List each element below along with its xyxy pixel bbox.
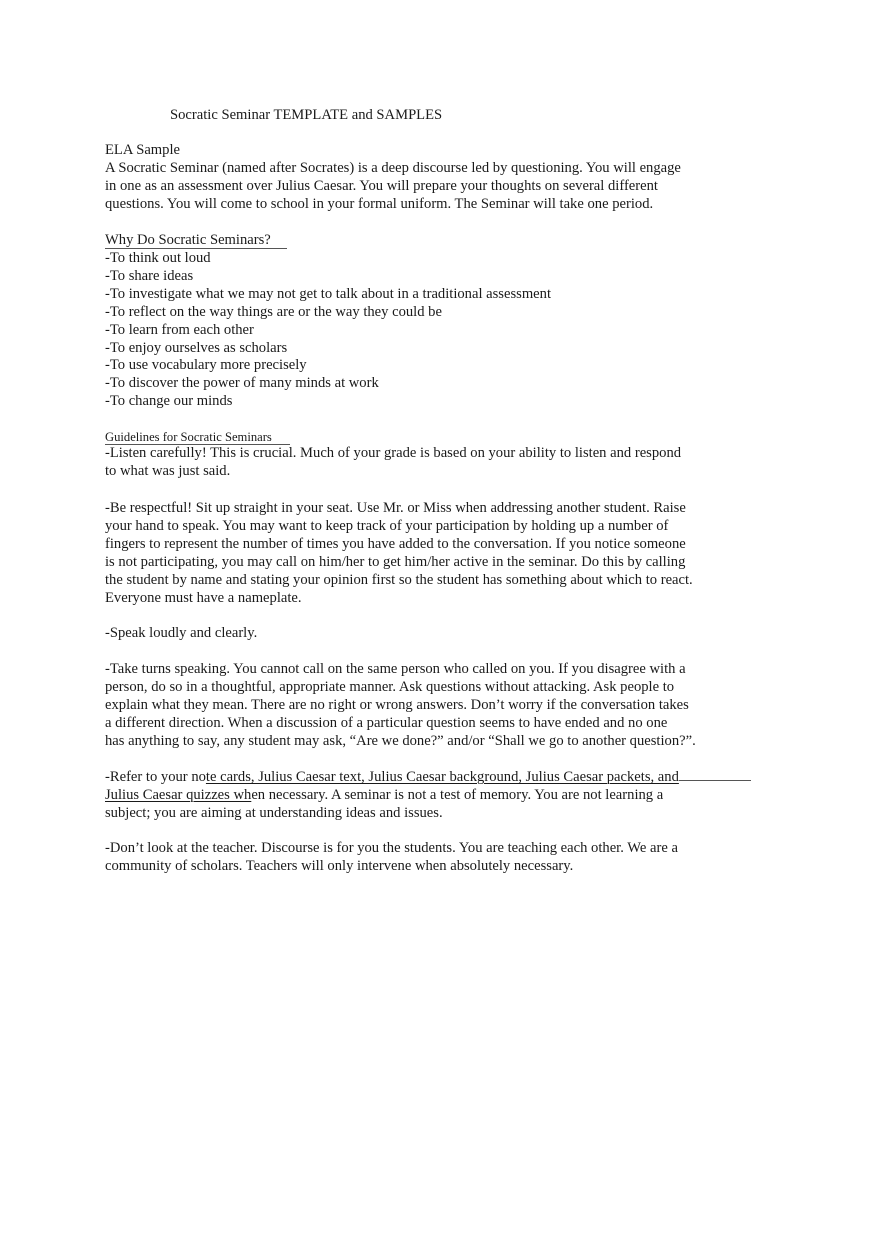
guideline-line: -Speak loudly and clearly. <box>105 625 258 641</box>
guideline-line <box>105 787 785 805</box>
refer-plain-text: en necessary. A seminar is not a test of memory. You are not learning a <box>251 786 664 803</box>
guideline-line: -Be respectful! Sit up straight in your seat. Use Mr. or Miss when addressing another student. Raise <box>105 500 686 516</box>
refer-underlined-text: Julius Caesar quizzes wh <box>105 786 252 803</box>
why-heading: Why Do Socratic Seminars? <box>105 232 287 249</box>
list-item: -To change our minds <box>105 393 233 410</box>
guideline-line: explain what they mean. There are no right or wrong answers. Don’t worry if the conversation takes <box>105 696 689 713</box>
guideline-line: -Listen carefully! This is crucial. Much of your grade is based on your ability to listen and respond <box>105 445 682 461</box>
guideline-refer <box>105 768 785 823</box>
guideline-line: is not participating, you may call on him/her to get him/her active in the seminar. Do this by calling <box>105 553 686 570</box>
list-item: -To enjoy ourselves as scholars <box>105 339 288 356</box>
guideline-teacher <box>105 840 745 876</box>
intro-paragraph <box>105 160 745 214</box>
guideline-line: fingers to represent the number of times you have added to the conversation. If you notice someone <box>105 535 686 552</box>
refer-underlined-text: te cards, Julius Caesar text, Julius Caesar background, Julius Caesar packets, and <box>205 769 679 785</box>
document-title: Socratic Seminar TEMPLATE and SAMPLES <box>170 107 443 123</box>
why-section <box>105 232 745 250</box>
list-item: -To share ideas <box>105 267 194 284</box>
guideline-turns <box>105 661 745 751</box>
section-label: ELA Sample <box>105 142 180 158</box>
guideline-line: a different direction. When a discussion of a particular question seems to have ended and no one <box>105 714 668 731</box>
guideline-line: subject; you are aiming at understanding ideas and issues. <box>105 804 443 821</box>
intro-line: questions. You will come to school in your formal uniform. The Seminar will take one period. <box>105 195 654 212</box>
guideline-line <box>105 768 785 787</box>
intro-line: in one as an assessment over Julius Caesar. You will prepare your thoughts on several different <box>105 177 658 194</box>
list-item: -To think out loud <box>105 250 211 266</box>
guideline-listen <box>105 445 745 481</box>
why-list <box>105 250 745 411</box>
list-item: -To discover the power of many minds at work <box>105 375 379 392</box>
guideline-line: -Take turns speaking. You cannot call on the same person who called on you. If you disagree with a <box>105 661 686 677</box>
guideline-respect <box>105 500 745 607</box>
guideline-line: to what was just said. <box>105 462 231 479</box>
list-item: -To learn from each other <box>105 321 254 338</box>
list-item: -To reflect on the way things are or the way they could be <box>105 303 442 320</box>
guideline-line: the student by name and stating your opinion first so the student has something about which to react. <box>105 571 693 588</box>
list-item: -To use vocabulary more precisely <box>105 357 307 374</box>
guideline-line: community of scholars. Teachers will only intervene when absolutely necessary. <box>105 857 574 874</box>
guideline-line: -Don’t look at the teacher. Discourse is for you the students. You are teaching each other. We are a <box>105 840 678 856</box>
refer-plain-text: -Refer to your no <box>105 769 206 785</box>
underline-rule <box>679 768 751 781</box>
guideline-line: has anything to say, any student may ask, “Are we done?” and/or “Shall we go to another question?”. <box>105 732 696 749</box>
guidelines-heading: Guidelines for Socratic Seminars <box>105 430 290 445</box>
intro-line: A Socratic Seminar (named after Socrates) is a deep discourse led by questioning. You will engage <box>105 160 681 176</box>
guideline-line: Everyone must have a nameplate. <box>105 589 302 606</box>
guideline-line: person, do so in a thoughtful, appropriate manner. Ask questions without attacking. Ask people to <box>105 678 675 695</box>
list-item: -To investigate what we may not get to talk about in a traditional assessment <box>105 285 552 302</box>
guideline-speak <box>105 625 745 643</box>
guideline-line: your hand to speak. You may want to keep track of your participation by holding up a number of <box>105 517 669 534</box>
